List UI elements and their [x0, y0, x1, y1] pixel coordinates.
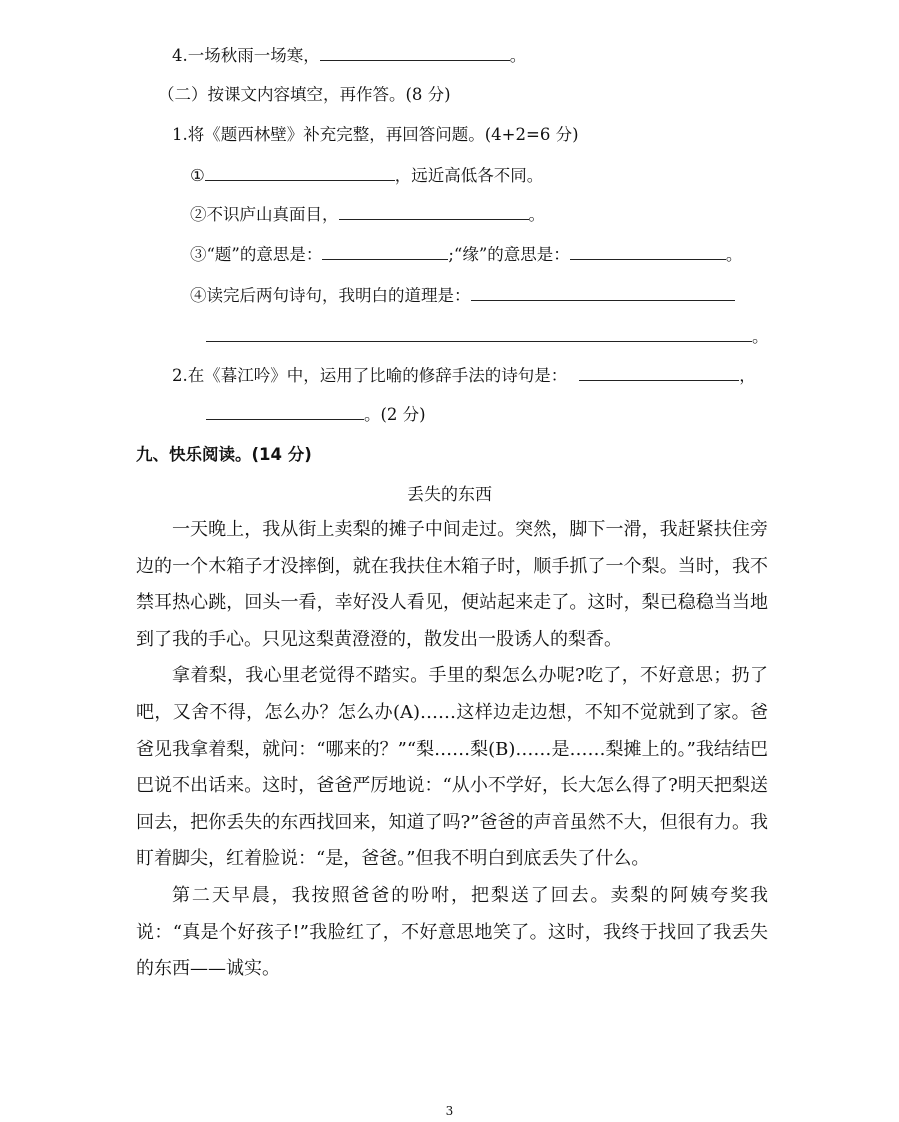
- item-3-middle: ;“缘”的意思是：: [448, 245, 570, 264]
- item-3-suffix: 。: [725, 245, 743, 264]
- item-3-prefix: ③“题”的意思是：: [190, 245, 323, 264]
- answer-blank[interactable]: [570, 243, 726, 260]
- question-2-continuation: [206, 403, 426, 427]
- answer-blank[interactable]: [579, 364, 739, 381]
- section-2-heading: （二）按课文内容填空，再作答。(8 分): [158, 85, 451, 104]
- question-4-suffix: 。: [509, 46, 527, 65]
- answer-blank[interactable]: [206, 403, 364, 420]
- question-1-item-4: [190, 284, 735, 308]
- question-2-suffix: 。(2 分): [364, 405, 426, 424]
- answer-blank[interactable]: [322, 243, 448, 260]
- reading-paragraph: 第二天早晨，我按照爸爸的吩咐，把梨送了回去。卖梨的阿姨夸奖我说：“真是个好孩子!”我脸红了，不好意思地笑了。这时，我终于找回了我丢失的东西——诚实。: [136, 884, 768, 980]
- section-9-heading: 九、快乐阅读。(14 分): [136, 445, 312, 464]
- question-4-prefix: 4.一场秋雨一场寒，: [172, 46, 320, 65]
- question-1-heading: 1.将《题西林壁》补充完整，再回答问题。(4+2=6 分): [172, 125, 579, 144]
- answer-blank[interactable]: [206, 325, 752, 342]
- reading-title: 丢失的东西: [407, 485, 492, 505]
- answer-blank[interactable]: [471, 284, 735, 301]
- question-2-comma: ，: [739, 366, 756, 385]
- page-number: 3: [445, 1104, 454, 1118]
- question-1-item-3: [190, 243, 742, 267]
- reading-paragraph: 拿着梨，我心里老觉得不踏实。手里的梨怎么办呢?吃了，不好意思；扔了吧，又舍不得，怎么办？怎么办(A)……这样边走边想，不知不觉就到了家。爸爸见我拿着梨，就问：“哪来的？”“梨……梨(B)……是……梨摊上的。”我结结巴巴说不出话来。这时，爸爸严厉地说：“从小不学好，长大怎么得了?明天把梨送回去，把你丢失的东西找回来，知道了吗?”爸爸的声音虽然不大，但很有力。我盯着脚尖，红着脸说：“是，爸爸。”但我不明白到底丢失了什么。: [136, 665, 768, 870]
- question-2-prefix: 2.在《暮江吟》中，运用了比喻的修辞手法的诗句是：: [172, 366, 568, 385]
- answer-blank[interactable]: [320, 44, 510, 61]
- answer-blank[interactable]: [339, 203, 529, 220]
- item-2-prefix: ②不识庐山真面目，: [190, 205, 339, 224]
- question-4: [172, 44, 526, 68]
- question-1-item-2: [190, 203, 545, 227]
- reading-passage: [136, 512, 768, 988]
- item-2-suffix: 。: [528, 205, 545, 224]
- reading-paragraph: 一天晚上，我从街上卖梨的摊子中间走过。突然，脚下一滑，我赶紧扶住旁边的一个木箱子才没摔倒，就在我扶住木箱子时，顺手抓了一个梨。当时，我不禁耳热心跳，回头一看，幸好没人看见，便站起来走了。这时，梨已稳稳当当地到了我的手心。只见这梨黄澄澄的，散发出一股诱人的梨香。: [136, 519, 768, 650]
- item-4-suffix: 。: [752, 327, 769, 346]
- question-1-item-1: [190, 164, 543, 188]
- question-2: [172, 364, 756, 388]
- item-4-prefix: ④读完后两句诗句，我明白的道理是：: [190, 286, 471, 305]
- item-1-prefix: ①: [190, 166, 205, 185]
- item-1-suffix: ，远近高低各不同。: [394, 166, 544, 185]
- question-1-item-4-continuation: [206, 325, 769, 349]
- answer-blank[interactable]: [205, 164, 395, 181]
